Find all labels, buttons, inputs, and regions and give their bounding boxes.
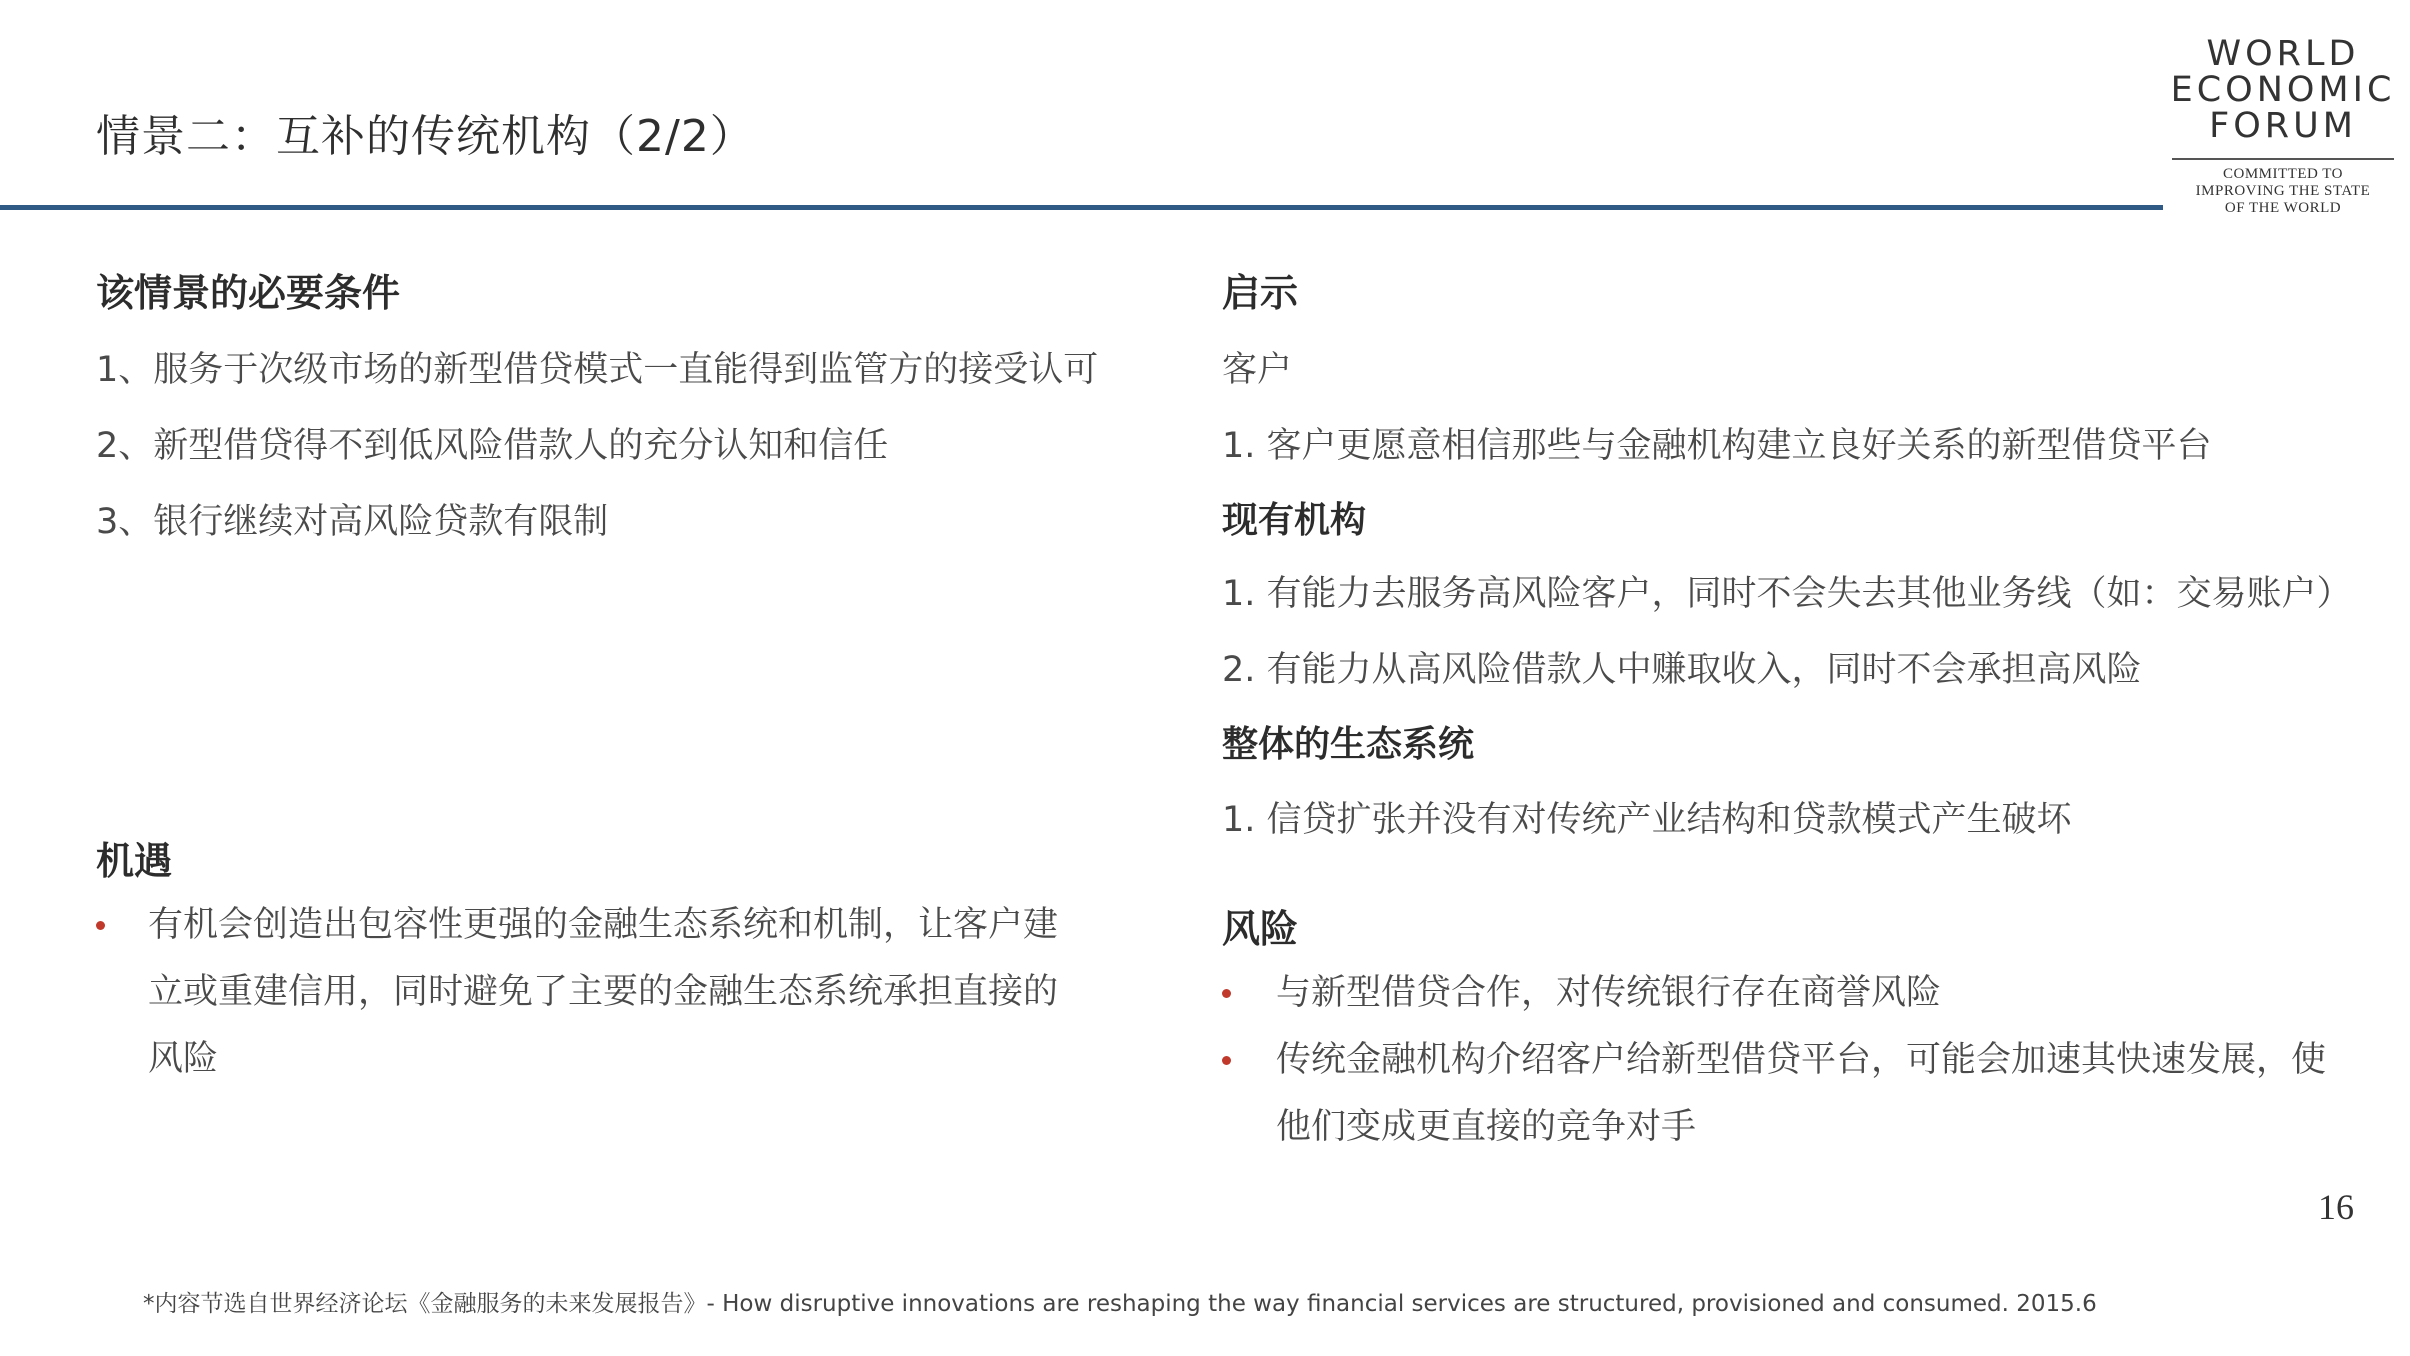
- condition-item: 1、服务于次级市场的新型借贷模式一直能得到监管方的接受认可: [96, 350, 1099, 390]
- logo-line-3: FORUM: [2209, 106, 2357, 146]
- risk-line: 他们变成更直接的竞争对手: [1276, 1107, 1697, 1147]
- risk-bullet: [1222, 960, 2402, 1027]
- risk-line: 传统金融机构介绍客户给新型借贷平台，可能会加速其快速发展，使: [1276, 1040, 2327, 1080]
- wef-logo: [2168, 36, 2398, 276]
- ecosystem-item: 1. 信贷扩张并没有对传统产业结构和贷款模式产生破坏: [1222, 800, 2072, 840]
- risk-line: 与新型借贷合作，对传统银行存在商誉风险: [1276, 973, 1942, 1013]
- condition-item: 2、新型借贷得不到低风险借款人的充分认知和信任: [96, 426, 889, 466]
- incumbent-item: 2. 有能力从高风险借款人中赚取收入，同时不会承担高风险: [1222, 650, 2142, 690]
- title-divider: [0, 205, 2163, 210]
- bullet-dot: [96, 921, 105, 930]
- source-footnote: *内容节选自世界经济论坛《金融服务的未来发展报告》- How disruptive innovations are reshaping the way financial services are structured, provisioned and consumed. 2015.6: [143, 1291, 2097, 1317]
- opportunity-line: 有机会创造出包容性更强的金融生态系统和机制，让客户建: [148, 905, 1059, 945]
- logo-divider: [2172, 158, 2394, 160]
- customer-item: 1. 客户更愿意相信那些与金融机构建立良好关系的新型借贷平台: [1222, 426, 2212, 466]
- insight-heading: 启示: [1222, 271, 1299, 315]
- logo-line-1: WORLD: [2206, 34, 2360, 74]
- opportunity-bullet: [96, 892, 1156, 1093]
- incumbent-heading: 现有机构: [1222, 500, 1367, 541]
- bullet-dot: [1222, 989, 1231, 998]
- condition-item: 3、银行继续对高风险贷款有限制: [96, 502, 609, 542]
- opportunity-line: 风险: [148, 1039, 219, 1079]
- opportunity-line: 立或重建信用，同时避免了主要的金融生态系统承担直接的: [148, 972, 1059, 1012]
- risk-bullet: [1222, 1027, 2402, 1161]
- bullet-dot: [1222, 1056, 1231, 1065]
- logo-tagline-2: IMPROVING THE STATE: [2195, 183, 2371, 199]
- conditions-heading: 该情景的必要条件: [96, 271, 401, 315]
- risk-heading: 风险: [1222, 907, 1299, 951]
- logo-tagline-1: COMMITTED TO: [2222, 166, 2344, 182]
- customer-label: 客户: [1222, 350, 1293, 390]
- conditions-section: [96, 262, 400, 317]
- page-number: 16: [2318, 1187, 2354, 1227]
- logo-tagline-3: OF THE WORLD: [2224, 200, 2342, 216]
- ecosystem-heading: 整体的生态系统: [1222, 724, 1475, 765]
- incumbent-item: 1. 有能力去服务高风险客户，同时不会失去其他业务线（如：交易账户）: [1222, 574, 2352, 614]
- slide-title: 情景二：互补的传统机构（2/2）: [96, 111, 755, 162]
- opportunity-heading: 机遇: [96, 839, 173, 883]
- logo-line-2: ECONOMIC: [2170, 70, 2396, 110]
